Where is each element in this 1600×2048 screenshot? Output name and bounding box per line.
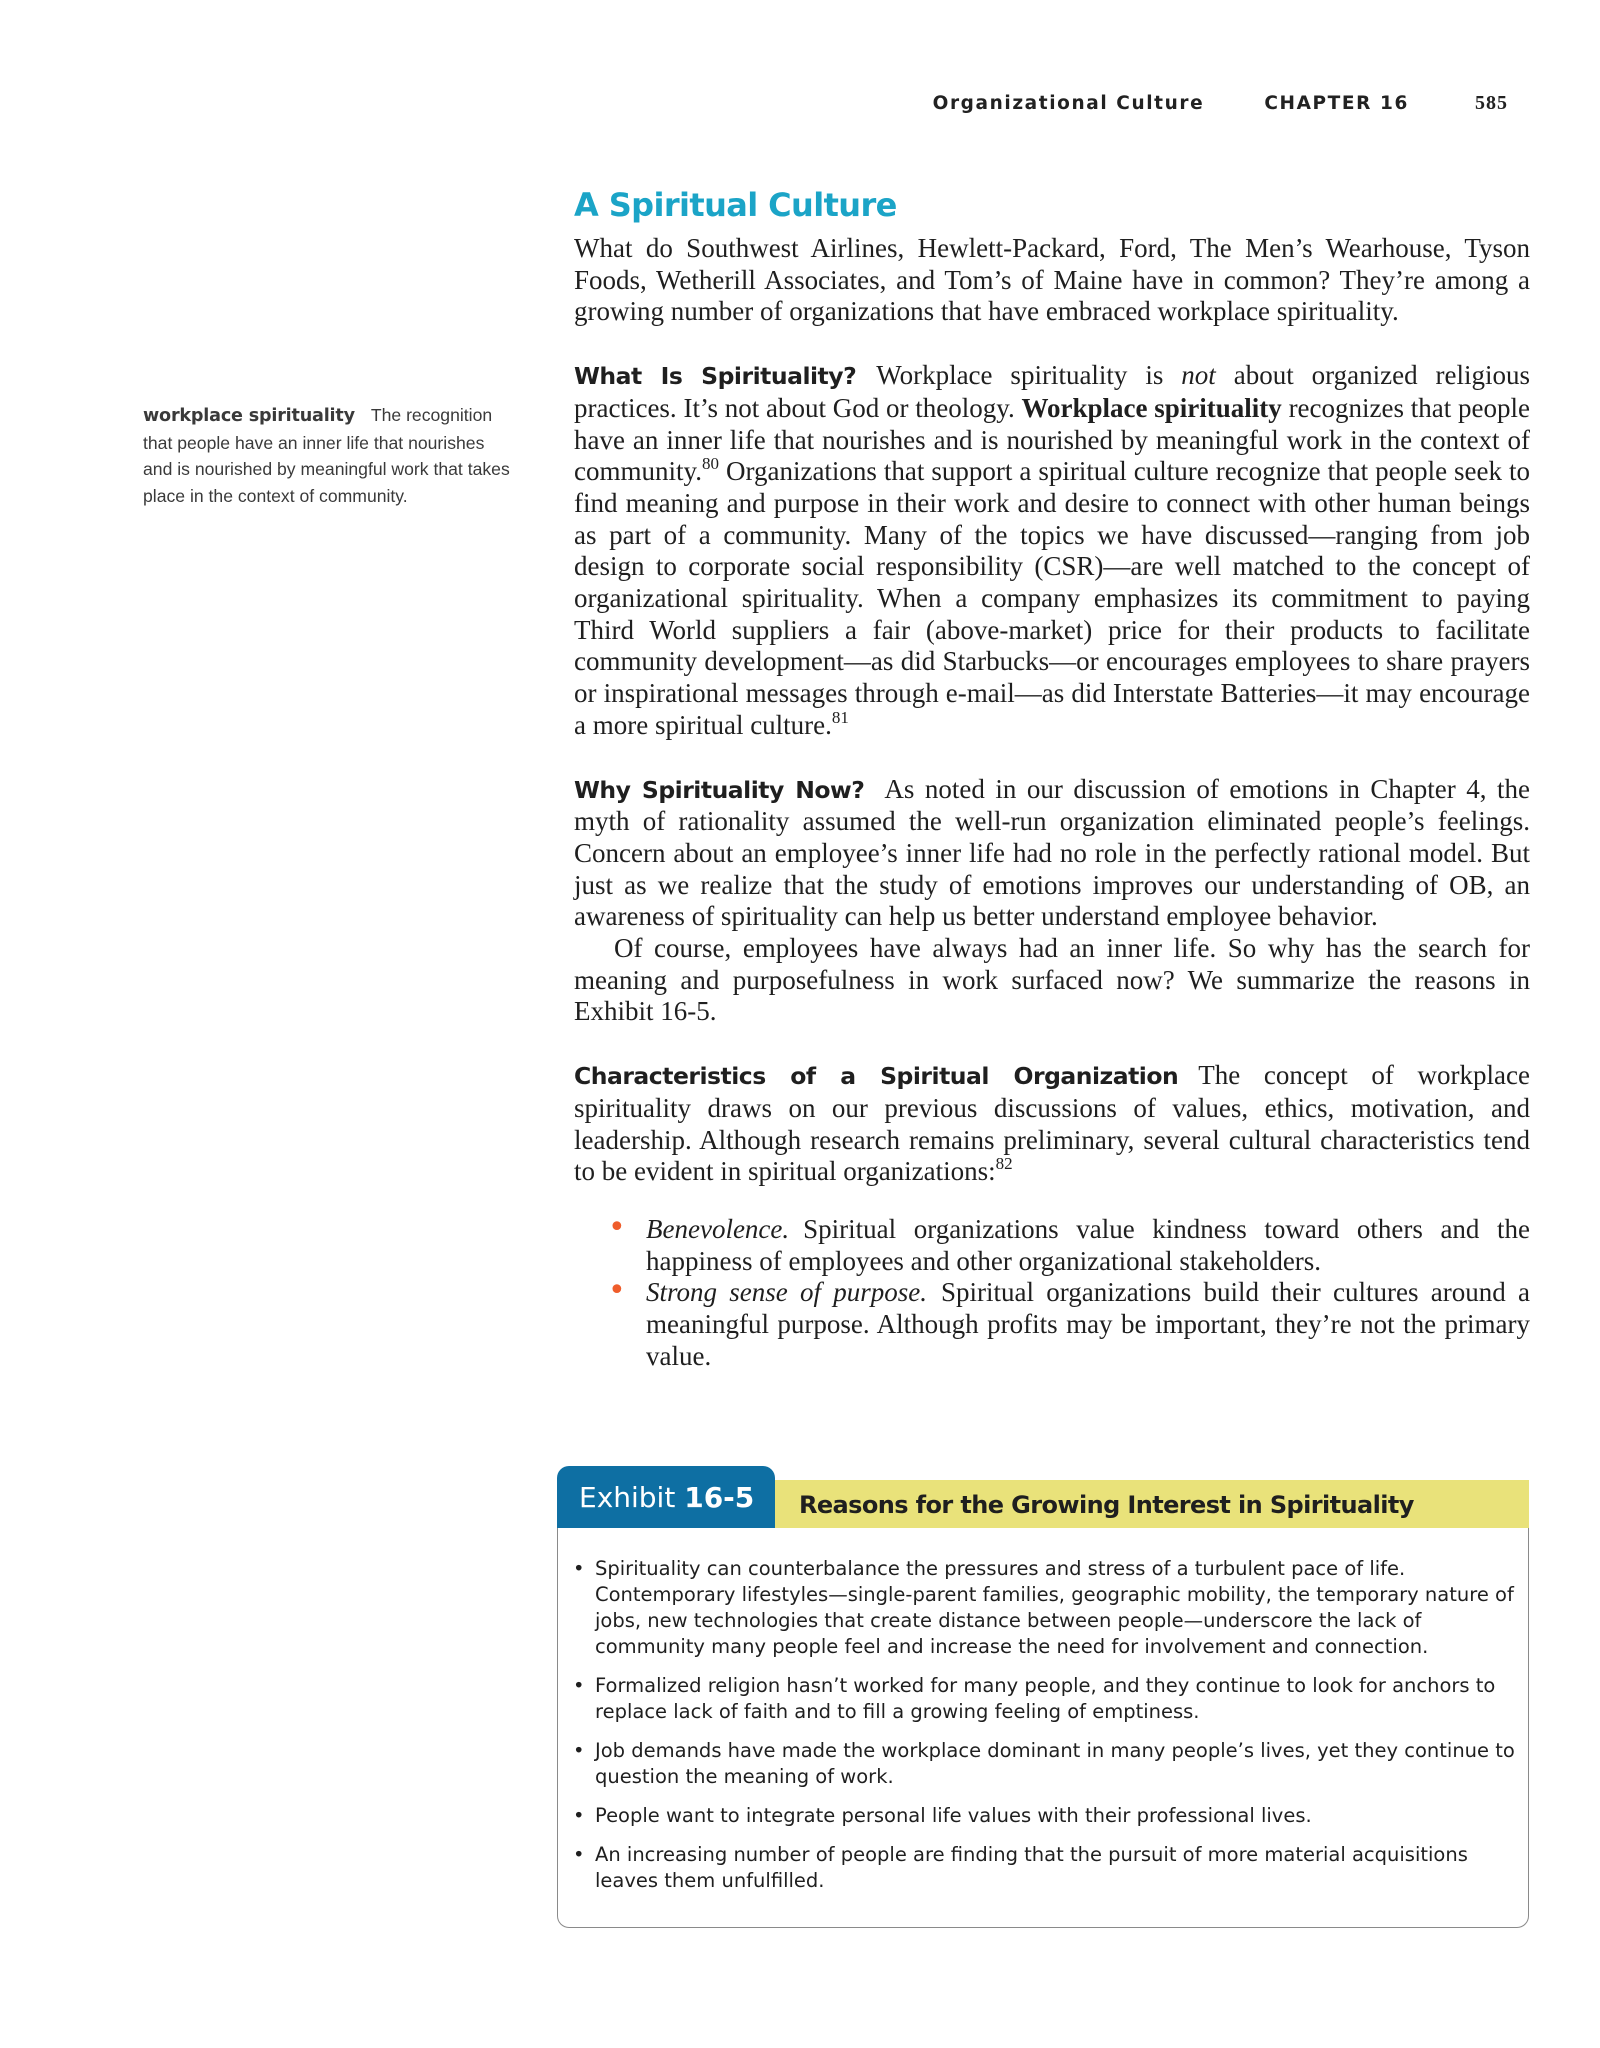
exhibit-item-text: Formalized religion hasn’t worked for many people, and they continue to look for anchors to replace lack of faith and to fill a growing feeling of emptiness. [595,1674,1496,1723]
bullet-icon: • [573,1804,585,1827]
why-now-text: As noted in our discussion of emotions in Chapter 4, the myth of rationality assumed the well-run organization eliminated people’s feelings. Concern about an employee’s inner life had no role in the perfectly rational model. But just as we realize that the study of emotions improves our understanding of OB, an awareness of spirituality can help us better understand employee behavior. [574,773,1531,932]
glossary-definition: The recognition that people have an inner life that nourishes and is nourished by meaningful work that takes place in the context of community. [143,405,510,506]
bullet-icon: • [573,1674,585,1697]
list-item [573,1803,1523,1829]
list-item [573,1738,1523,1790]
characteristics-heading: Characteristics of a Spiritual Organization [574,1062,1179,1091]
what-is-text-a: Workplace spirituality is [876,360,1182,391]
key-term: Workplace spirituality [1021,392,1282,423]
running-header [933,92,1508,115]
bullet-icon: • [573,1739,585,1762]
what-is-text-c: recognizes that people have an inner life that nourishes and is nourished by meaningful work in the context of community. [574,392,1530,487]
what-is-text-d: Organizations that support a spiritual culture recognize that people seek to find meaning and purpose in their work and desire to connect with other human beings as part of a community. Many of the topics we have discussed—ranging from job design to corporate social responsibility (CSR)—are well matched to the concept of organizational spirituality. When a company emphasizes its commitment to paying Third World suppliers a fair (above-market) price for their products to facilitate community development—as did Starbucks—or encourages employees to share prayers or inspirational messages through e-mail—as did Interstate Batteries—it may encourage a more spiritual culture. [574,456,1530,740]
endnote-ref-81: 81 [831,707,849,727]
list-item-lead: Strong sense of purpose. [646,1277,928,1308]
list-item [573,1673,1523,1725]
list-item [573,1842,1523,1894]
exhibit-label-word: Exhibit [579,1481,685,1514]
page-number: 585 [1475,92,1508,114]
bullet-icon: • [608,1209,626,1245]
what-is-not: not [1181,360,1216,391]
characteristics-paragraph [574,1060,1530,1188]
what-is-heading: What Is Spirituality? [574,362,857,391]
exhibit-label [557,1466,775,1528]
exhibit-list [573,1556,1523,1907]
exhibit-item-text: People want to integrate personal life values with their professional lives. [595,1804,1312,1827]
list-item [573,1556,1523,1660]
exhibit-item-text: Job demands have made the workplace dominant in many people’s lives, yet they continue to question the meaning of work. [595,1739,1515,1788]
running-header-chapter: CHAPTER 16 [1264,93,1409,114]
exhibit-item-text: An increasing number of people are finding that the pursuit of more material acquisitions leaves them unfulfilled. [595,1843,1468,1892]
list-item-lead: Benevolence. [646,1213,790,1244]
bullet-icon: • [608,1273,626,1309]
main-column [574,183,1530,1373]
running-header-section: Organizational Culture [932,93,1205,114]
bullet-icon: • [573,1843,585,1866]
endnote-ref-80: 80 [702,454,719,474]
list-item-text: Spiritual organizations value kindness toward others and the happiness of employees and other organizational stakeholders. [646,1213,1530,1276]
exhibit-number: 16-5 [684,1481,755,1514]
what-is-paragraph [574,360,1530,741]
characteristics-text: The concept of workplace spirituality draws on our previous discussions of values, ethics, motivation, and leadership. Although research remains preliminary, several cultural characteristics tend to be evident in spiritual organizations: [574,1060,1530,1187]
exhibit-title: Reasons for the Growing Interest in Spirituality [775,1480,1529,1528]
characteristics-list [574,1209,1530,1373]
bullet-icon: • [573,1557,585,1580]
what-is-text-b: about organized religious practices. It’s not about God or theology. [574,360,1530,423]
section-title: A Spiritual Culture [574,186,897,224]
list-item [608,1209,1530,1277]
why-now-heading: Why Spirituality Now? [574,775,865,804]
intro-paragraph: What do Southwest Airlines, Hewlett-Packard, Ford, The Men’s Wearhouse, Tyson Foods, Wetherill Associates, and Tom’s of Maine have in common? They’re among a growing number of organizations that have embraced workplace spirituality. [574,233,1530,327]
list-item-text: Spiritual organizations build their cultures around a meaningful purpose. Although profits may be important, they’re not the primary value. [646,1277,1530,1371]
margin-glossary [143,402,518,509]
why-now-paragraph [574,774,1530,934]
glossary-term: workplace spirituality [143,406,355,426]
exhibit-item-text: Spirituality can counterbalance the pressures and stress of a turbulent pace of life. Contemporary lifestyles—single-parent families, geographic mobility, the temporary nature of jobs, new technologies that create distance between people—underscore the lack of community many people feel and increase the need for involvement and connection. [595,1557,1514,1658]
why-now-paragraph-2: Of course, employees have always had an inner life. So why has the search for meaning and purposefulness in work surfaced now? We summarize the reasons in Exhibit 16-5. [574,933,1530,1027]
list-item [608,1273,1530,1372]
endnote-ref-82: 82 [995,1154,1013,1174]
